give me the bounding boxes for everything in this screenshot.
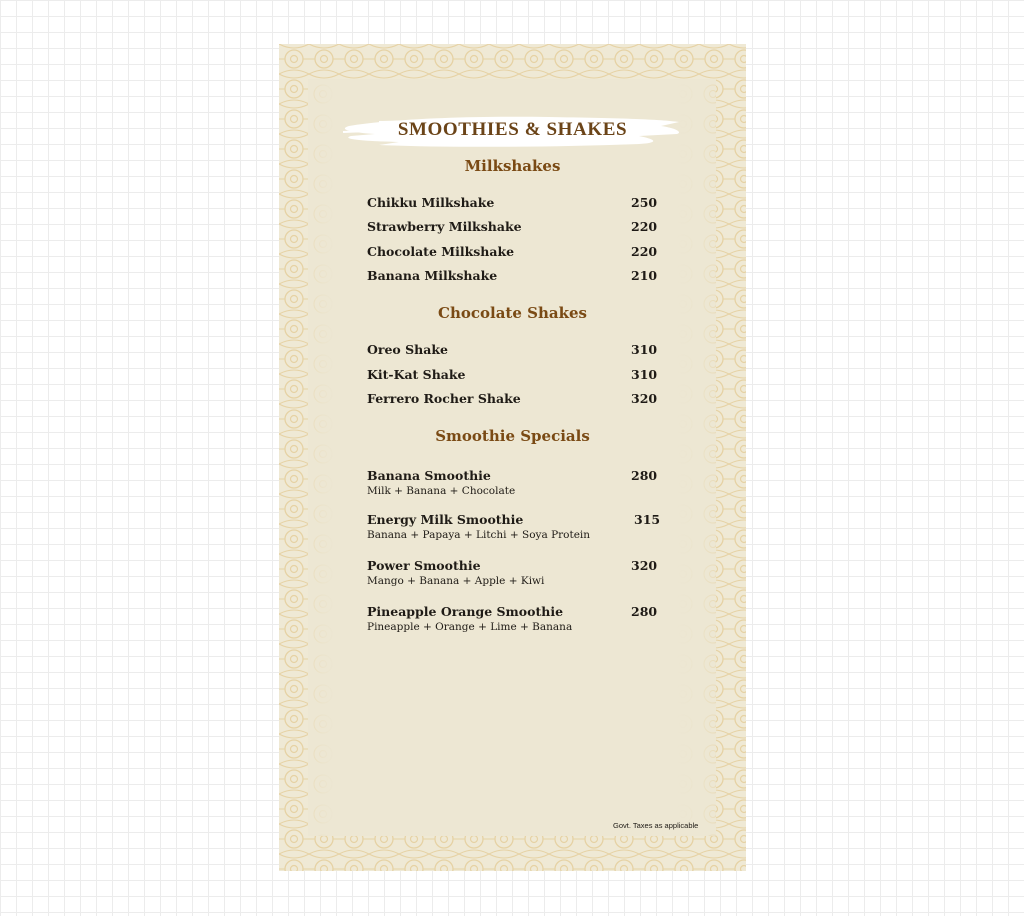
menu-content-panel [308, 79, 716, 836]
item-price: 220 [631, 219, 658, 234]
item-price: 320 [631, 558, 658, 573]
item-name: Oreo Shake [367, 342, 448, 357]
item-price: 310 [631, 342, 658, 357]
item-name: Power Smoothie [367, 558, 481, 573]
item-description: Pineapple + Orange + Lime + Banana [367, 621, 573, 633]
section-heading-milkshakes: Milkshakes [464, 157, 561, 175]
tax-note: Govt. Taxes as applicable [613, 821, 699, 830]
item-description: Milk + Banana + Chocolate [367, 485, 516, 497]
item-name: Strawberry Milkshake [367, 219, 522, 234]
item-name: Banana Milkshake [367, 268, 498, 283]
item-name: Banana Smoothie [367, 468, 491, 483]
item-price: 280 [631, 468, 658, 483]
item-price: 320 [631, 391, 658, 406]
item-price: 280 [631, 604, 658, 619]
item-name: Chikku Milkshake [367, 195, 495, 210]
menu-card [279, 44, 746, 871]
item-description: Banana + Papaya + Litchi + Soya Protein [367, 529, 591, 541]
item-name: Ferrero Rocher Shake [367, 391, 521, 406]
item-price: 250 [631, 195, 658, 210]
section-heading-smoothie-specials: Smoothie Specials [435, 427, 590, 445]
item-price: 220 [631, 244, 658, 259]
item-description: Mango + Banana + Apple + Kiwi [367, 575, 545, 587]
item-price: 315 [634, 512, 661, 527]
item-name: Pineapple Orange Smoothie [367, 604, 564, 619]
section-heading-chocolate-shakes: Chocolate Shakes [438, 304, 587, 322]
item-name: Kit-Kat Shake [367, 367, 466, 382]
item-price: 310 [631, 367, 658, 382]
item-name: Energy Milk Smoothie [367, 512, 524, 527]
menu-title: SMOOTHIES & SHAKES [397, 119, 628, 140]
faded-side-pattern [308, 79, 716, 836]
item-name: Chocolate Milkshake [367, 244, 515, 259]
item-price: 210 [631, 268, 658, 283]
